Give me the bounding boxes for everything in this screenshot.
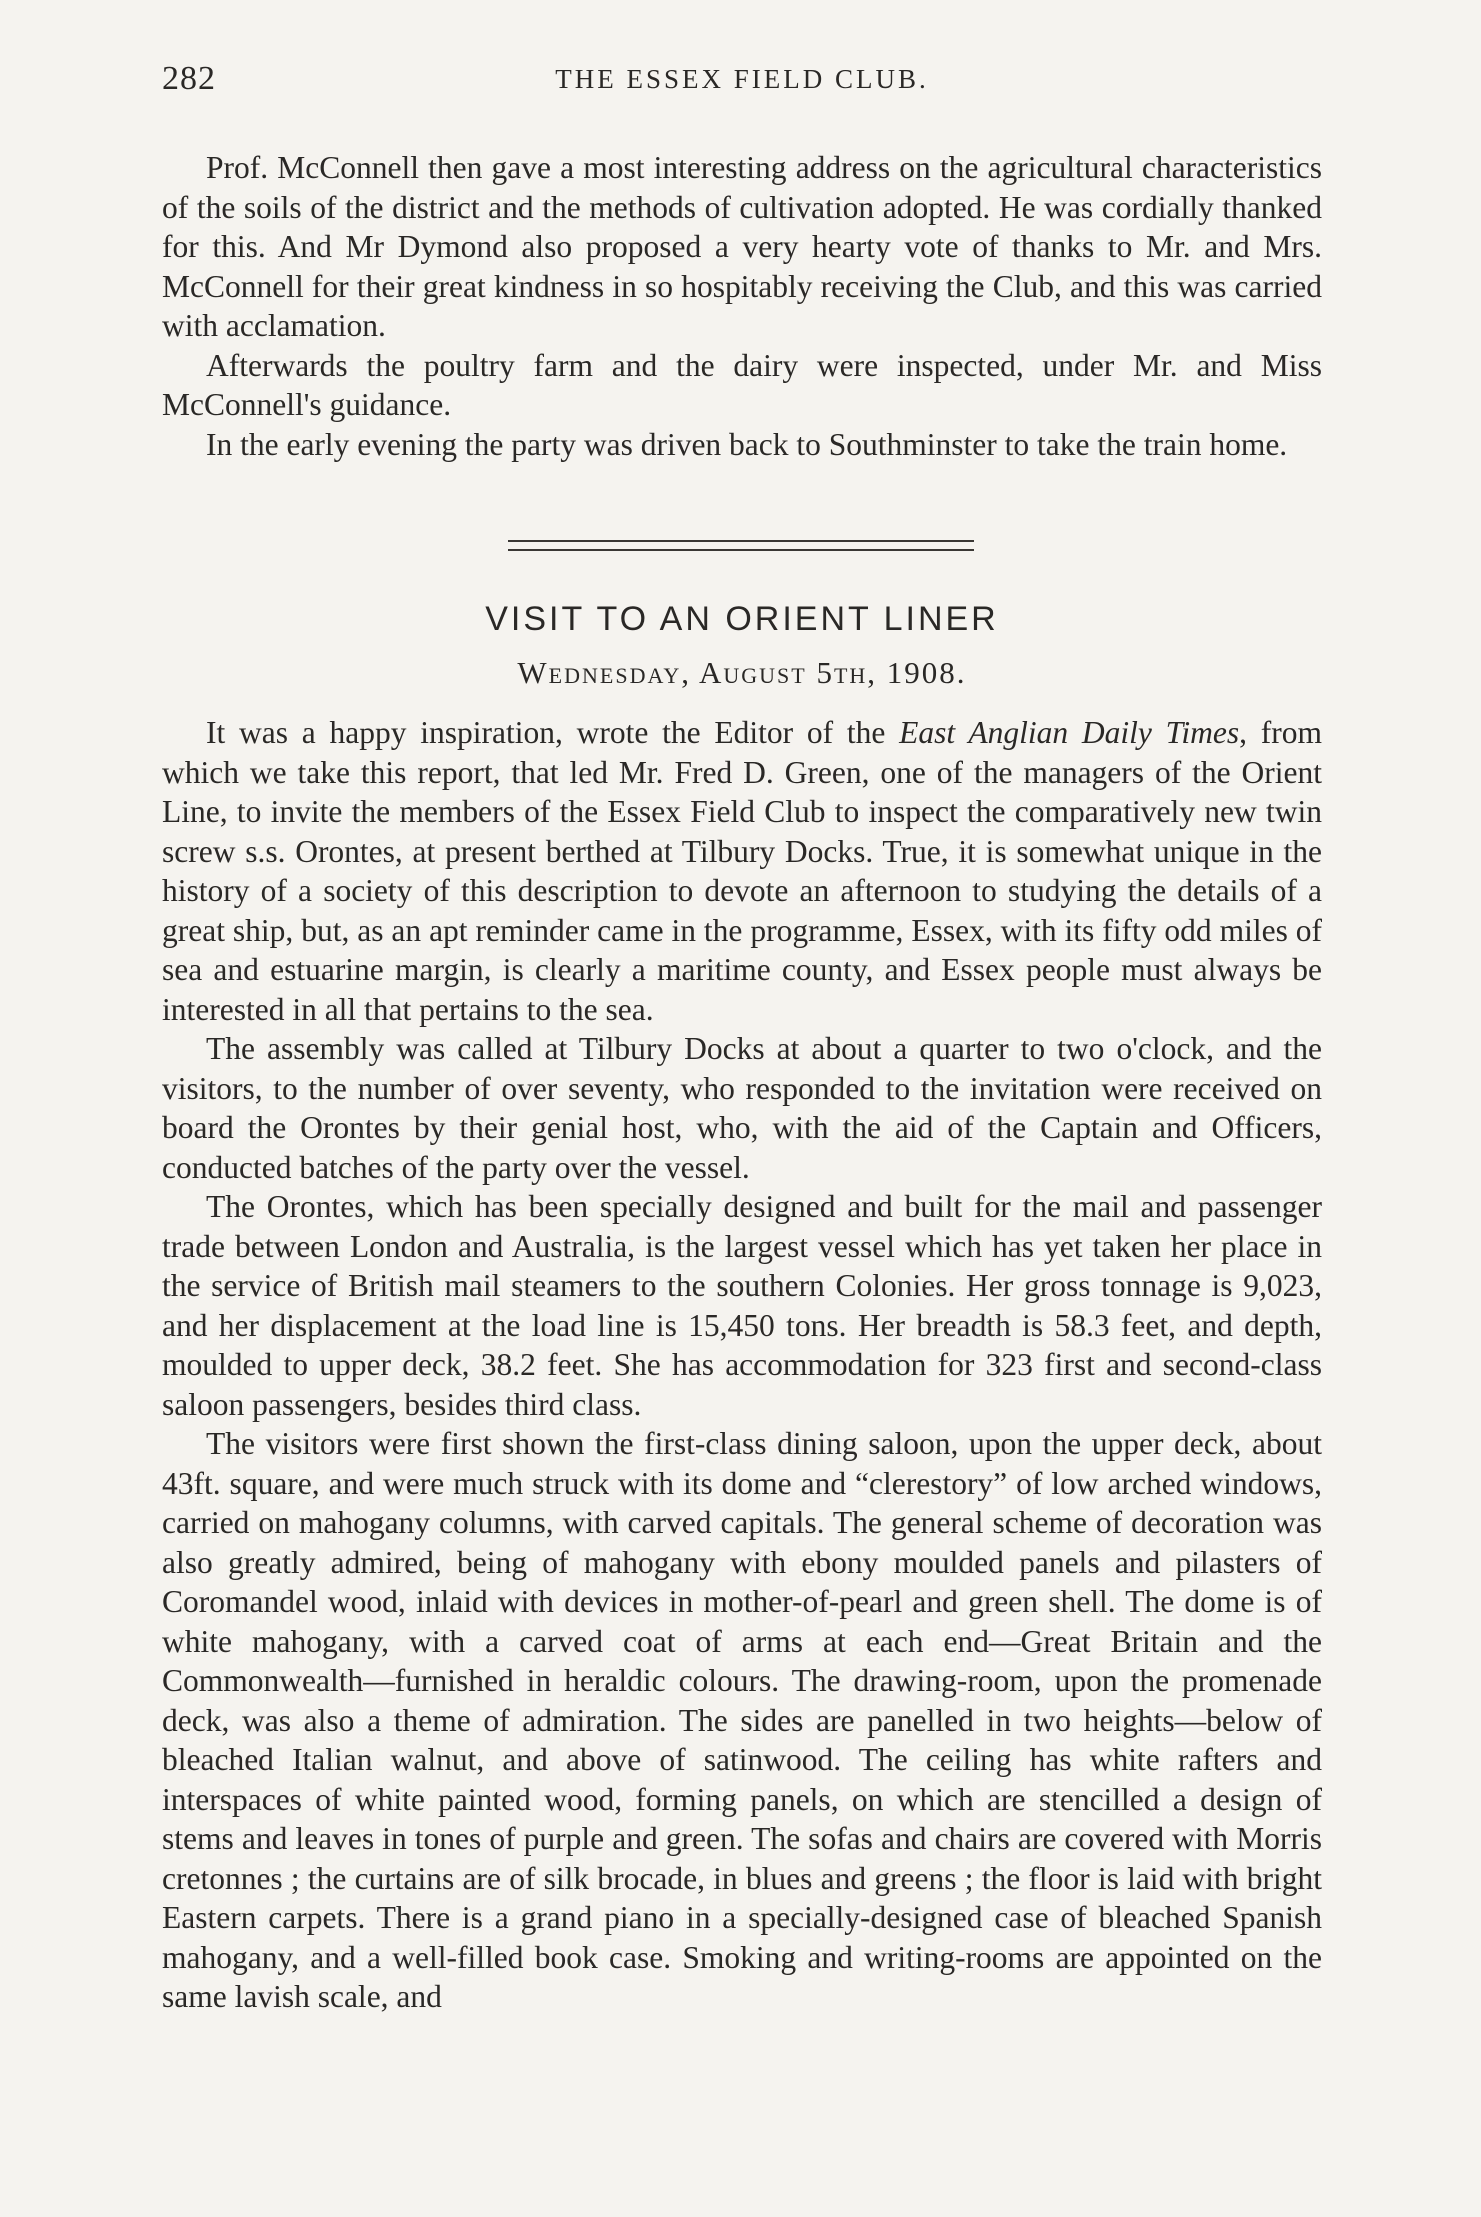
article-body	[162, 713, 1322, 2017]
page-number: 282	[162, 60, 216, 97]
paragraph: The assembly was called at Tilbury Docks at about a quarter to two o'clock, and the visitors, to the number of over seventy, who responded to the invitation were received on board the Orontes by their genial host, who, with the aid of the Captain and Officers, conducted batches of the party over the vessel.	[162, 1031, 1322, 1185]
paragraph-text: , from which we take this report, that led Mr. Fred D. Green, one of the managers of the Orient Line, to invite the members of the Essex Field Club to inspect the comparatively new twin screw s.s. Orontes, at present berthed at Tilbury Docks. True, it is somewhat unique in the history of a society of this description to devote an afternoon to studying the details of a great ship, but, as an apt reminder came in the programme, Essex, with its fifty odd miles of sea and estuarine margin, is clearly a maritime county, and Essex people must always be interested in all that pertains to the sea.	[162, 715, 1322, 1027]
running-head: THE ESSEX FIELD CLUB.	[555, 64, 929, 94]
paragraph: In the early evening the party was driven back to Southminster to take the train home.	[206, 426, 1288, 462]
paragraph-text: It was a happy inspiration, wrote the Editor of the	[206, 715, 900, 750]
section-date: Wednesday, August 5th, 1908.	[517, 655, 967, 690]
paragraph: The visitors were first shown the first-class dining saloon, upon the upper deck, about 43ft. square, and were much struck with its dome and “clerestory” of low arched windows, carried on mahogany columns, with carved capitals. The general scheme of decoration was also greatly admired, being of mahogany with ebony moulded panels and pilasters of Coromandel wood, inlaid with devices in mother-of-pearl and green shell. The dome is of white mahogany, with a carved coat of arms at each end—Great Britain and the Commonwealth—furnished in heraldic colours. The drawing-room, upon the promenade deck, was also a theme of admiration. The sides are panelled in two heights—below of bleached Italian walnut, and above of satinwood. The ceiling has white rafters and interspaces of white painted wood, forming panels, on which are stencilled a design of stems and leaves in tones of purple and green. The sofas and chairs are covered with Morris cretonnes ; the curtains are of silk brocade, in blues and greens ; the floor is laid with bright Eastern carpets. There is a grand piano in a specially-designed case of bleached Spanish mahogany, and a well-filled book case. Smoking and writing-rooms are appointed on the same lavish scale, and	[162, 1426, 1322, 2014]
page-header	[162, 60, 1322, 110]
section-divider-rule	[508, 540, 974, 551]
section-title: VISIT TO AN ORIENT LINER	[485, 600, 999, 638]
newspaper-title: East Anglian Daily Times	[899, 715, 1240, 750]
previous-article-ending	[162, 148, 1322, 464]
paragraph: The Orontes, which has been specially designed and built for the mail and passenger trade between London and Australia, is the largest vessel which has yet taken her place in the service of British mail steamers to the southern Colonies. Her gross tonnage is 9,023, and her displacement at the load line is 15,450 tons. Her breadth is 58.3 feet, and depth, moulded to upper deck, 38.2 feet. She has accommodation for 323 first and second-class saloon passengers, besides third class.	[162, 1189, 1322, 1422]
paragraph: Afterwards the poultry farm and the dairy were inspected, under Mr. and Miss McConnell's guidance.	[162, 347, 1322, 422]
paragraph	[162, 713, 1322, 1029]
paragraph: Prof. McConnell then gave a most interesting address on the agricultural characteristics of the soils of the district and the methods of cultivation adopted. He was cordially thanked for this. And Mr Dymond also proposed a very hearty vote of thanks to Mr. and Mrs. McConnell for their great kindness in so hospitably receiving the Club, and this was carried with acclamation.	[162, 150, 1322, 343]
